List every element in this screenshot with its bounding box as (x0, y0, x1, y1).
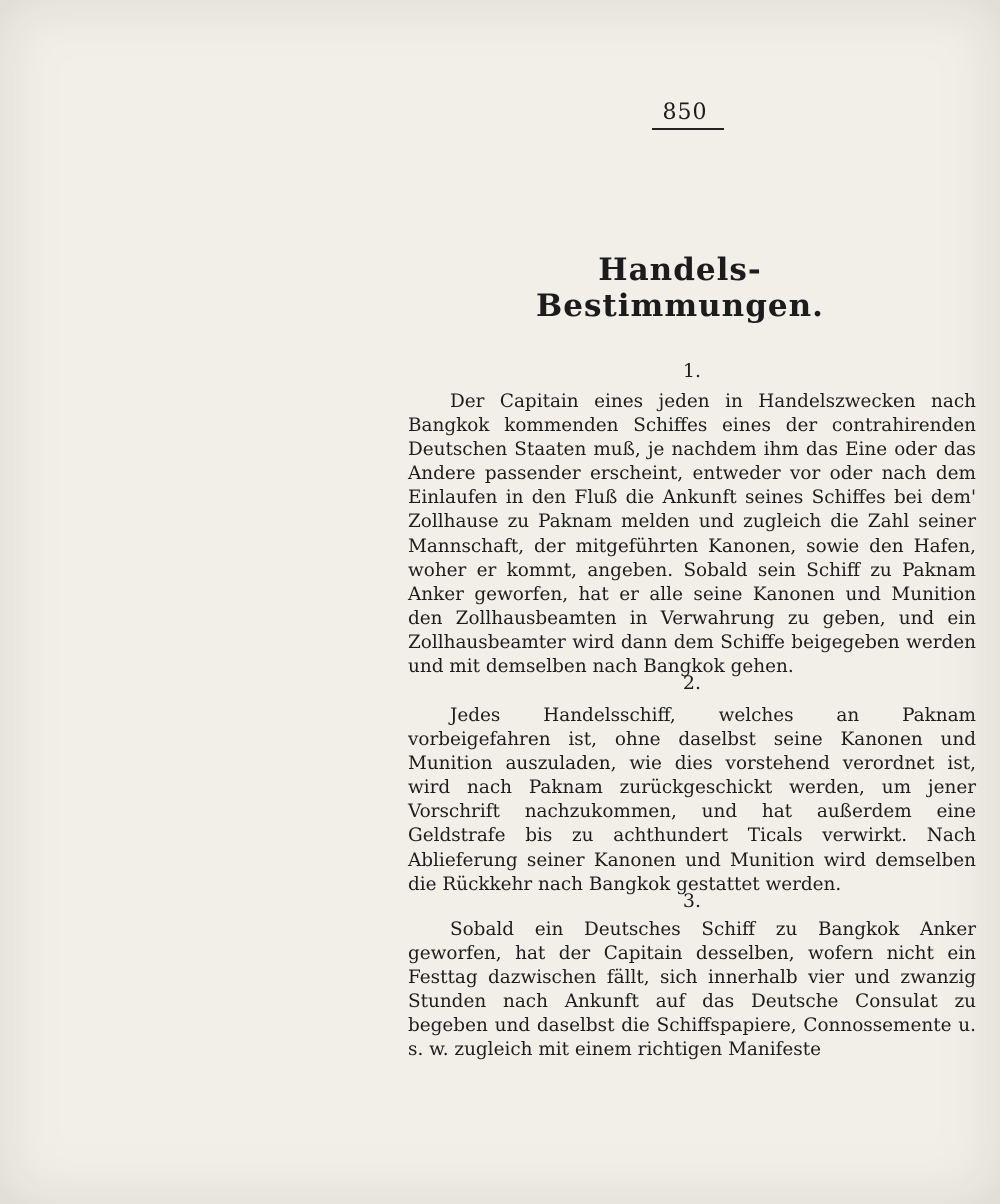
section-1-number: 1. (682, 360, 702, 382)
section-3-text (408, 918, 976, 1063)
page-number-rule (652, 128, 724, 130)
page-heading: Handels-Bestimmungen. (536, 252, 824, 324)
section-3-number: 3. (682, 890, 702, 912)
section-3-paragraph: Sobald ein Deutsches Schiff zu Bangkok Anker geworfen, hat der Capitain desselben, wofern nicht ein Festtag dazwischen fällt, sich innerhalb vier und zwanzig Stunden nach Ankunft auf das Deutsche Consulat zu begeben und daselbst die Schiffspapiere, Connossemente u. s. w. zugleich mit einem richtigen Manifeste (408, 919, 976, 1061)
section-1-text (408, 390, 976, 679)
section-1-paragraph: Der Capitain eines jeden in Handelszwecken nach Bangkok kommenden Schiffes eines der contrahirenden Deutschen Staaten muß, je nachdem ihm das Eine oder das Andere passender erscheint, entweder vor oder nach dem Einlaufen in den Fluß die Ankunft seines Schiffes bei dem' Zollhause zu Paknam melden und zugleich die Zahl seiner Mannschaft, der mitgeführten Kanonen, sowie den Hafen, woher er kommt, angeben. Sobald sein Schiff zu Paknam Anker geworfen, hat er alle seine Kanonen und Munition den Zollhausbeamten in Verwahrung zu geben, und ein Zollhausbeamter wird dann dem Schiffe beigegeben werden und mit demselben nach Bangkok gehen. (408, 391, 976, 678)
section-2-number: 2. (682, 672, 702, 694)
section-2-text (408, 704, 976, 897)
section-2-paragraph: Jedes Handelsschiff, welches an Paknam vorbeigefahren ist, ohne daselbst seine Kanonen und Munition auszuladen, wie dies vorstehend verordnet ist, wird nach Paknam zurückgeschickt werden, um jener Vorschrift nachzukommen, und hat außerdem eine Geldstrafe bis zu achthundert Ticals verwirkt. Nach Ablieferung seiner Kanonen und Munition wird demselben die Rückkehr nach Bangkok gestattet werden. (408, 705, 976, 895)
page-number: 850 (662, 100, 708, 125)
